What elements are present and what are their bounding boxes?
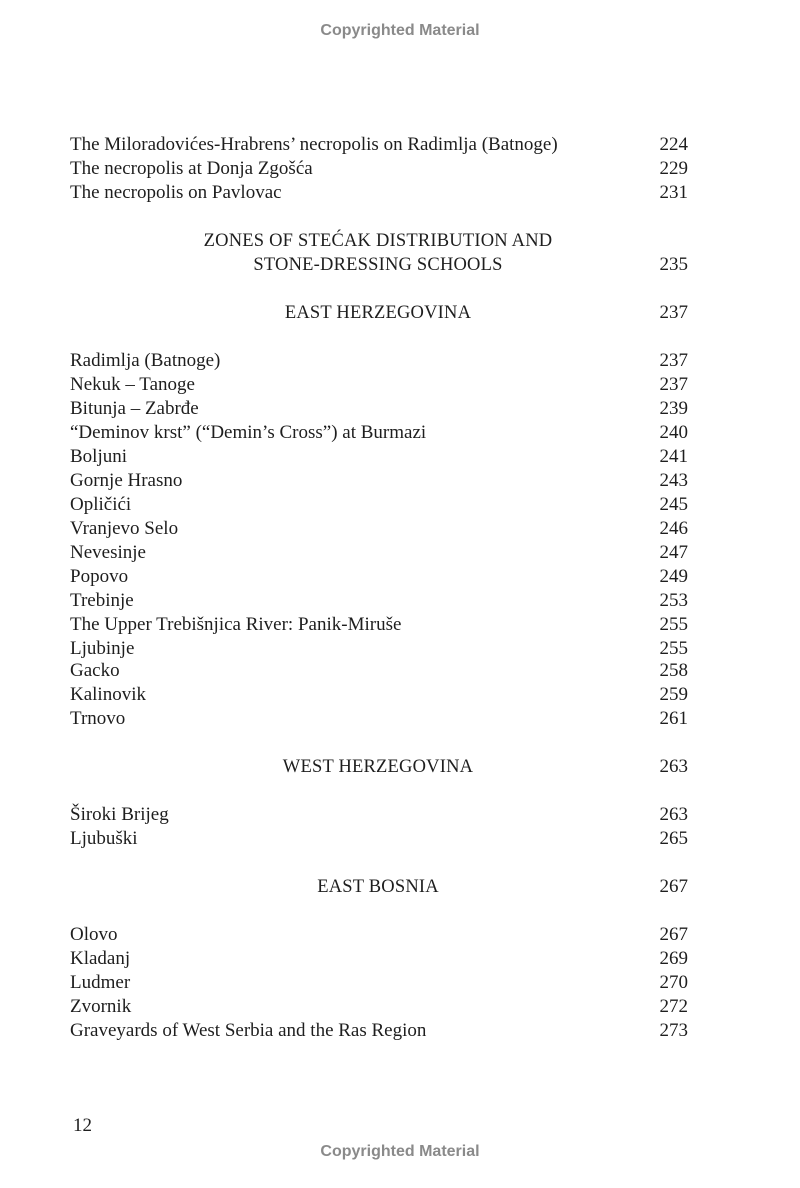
- toc-entry: [0, 1019, 800, 1043]
- toc-entry: [0, 397, 800, 421]
- toc-entry: [0, 971, 800, 995]
- toc-entry: [0, 995, 800, 1019]
- toc-entry: [0, 517, 800, 541]
- toc-entry-page: 249: [659, 566, 688, 587]
- toc-entry-title: Ljubuški: [70, 828, 138, 849]
- toc-entry-page: 245: [659, 494, 688, 515]
- toc-entry-page: 243: [659, 470, 688, 491]
- section-heading-page: 263: [659, 756, 688, 777]
- toc-entry-page: 237: [659, 374, 688, 395]
- toc-entry-title: Kladanj: [70, 948, 131, 969]
- toc-entry-title: Bitunja – Zabrđe: [70, 398, 199, 419]
- toc-entry-title: The necropolis on Pavlovac: [70, 182, 282, 203]
- toc-entry-title: The Miloradovićes-Hrabrens’ necropolis on Radimlja (Batnoge): [70, 134, 558, 155]
- section-heading-text: EAST HERZEGOVINA: [284, 303, 472, 323]
- toc-entry-page: 255: [659, 614, 688, 635]
- toc-entry: [0, 637, 800, 661]
- toc-entry: [0, 181, 800, 205]
- toc-entry-page: 224: [659, 134, 688, 155]
- toc-entry: [0, 803, 800, 827]
- toc-entry-page: 231: [659, 182, 688, 203]
- toc-entry-page: 269: [659, 948, 688, 969]
- toc-entry: [0, 565, 800, 589]
- section-heading-text: WEST HERZEGOVINA: [282, 757, 474, 777]
- toc-entry-title: “Deminov krst” (“Demin’s Cross”) at Burmazi: [70, 422, 427, 443]
- toc-entry-title: Boljuni: [70, 446, 128, 467]
- toc-entry-title: Trebinje: [70, 590, 134, 611]
- toc-entry-title: Opličići: [70, 494, 132, 515]
- toc-entry-title: Popovo: [70, 566, 129, 587]
- toc-entry: [0, 947, 800, 971]
- toc-entry-title: Graveyards of West Serbia and the Ras Region: [70, 1020, 427, 1041]
- zones-heading-text-line2: STONE-DRESSING SCHOOLS: [253, 255, 503, 275]
- toc-entry-page: 239: [659, 398, 688, 419]
- toc-entry-page: 255: [659, 638, 688, 659]
- toc-entry-title: Ljubinje: [70, 638, 135, 659]
- toc-entry-title: Nekuk – Tanoge: [70, 374, 195, 395]
- zones-heading-text-line1: ZONES OF STEĆAK DISTRIBUTION AND: [203, 231, 553, 251]
- toc-entry: [0, 157, 800, 181]
- toc-entry: [0, 923, 800, 947]
- toc-entry-title: Radimlja (Batnoge): [70, 350, 221, 371]
- toc-entry-title: Gacko: [70, 660, 120, 681]
- zones-heading-page: 235: [659, 254, 688, 275]
- toc-entry-title: Vranjevo Selo: [70, 518, 179, 539]
- toc-entry: [0, 469, 800, 493]
- toc-entry-page: 267: [659, 924, 688, 945]
- toc-entry-title: The necropolis at Donja Zgošća: [70, 158, 313, 179]
- copyright-watermark-top: Copyrighted Material: [320, 22, 480, 39]
- toc-entry-title: Nevesinje: [70, 542, 146, 563]
- toc-entry: [0, 349, 800, 373]
- toc-entry-page: 259: [659, 684, 688, 705]
- toc-entry: [0, 373, 800, 397]
- toc-entry-page: 258: [659, 660, 688, 681]
- toc-entry-title: Olovo: [70, 924, 118, 945]
- toc-entry-page: 241: [659, 446, 688, 467]
- toc-entry-title: The Upper Trebišnjica River: Panik-Miruše: [70, 614, 402, 635]
- toc-entry-page: 253: [659, 590, 688, 611]
- toc-entry: [0, 133, 800, 157]
- toc-entry-title: Zvornik: [70, 996, 132, 1017]
- toc-entry-page: 237: [659, 350, 688, 371]
- toc-entry-page: 229: [659, 158, 688, 179]
- toc-entry-title: Ludmer: [70, 972, 131, 993]
- toc-entry: [0, 493, 800, 517]
- toc-entry-page: 273: [659, 1020, 688, 1041]
- toc-entry-page: 272: [659, 996, 688, 1017]
- page-number: 12: [73, 1115, 92, 1136]
- toc-entry-title: Trnovo: [70, 708, 126, 729]
- section-heading-text: EAST BOSNIA: [317, 877, 439, 897]
- toc-entry-page: 246: [659, 518, 688, 539]
- copyright-watermark-bottom: Copyrighted Material: [320, 1143, 480, 1160]
- toc-entry-page: 265: [659, 828, 688, 849]
- section-heading-page: 237: [659, 302, 688, 323]
- toc-entry: [0, 827, 800, 851]
- toc-entry: [0, 541, 800, 565]
- section-heading-page: 267: [659, 876, 688, 897]
- toc-entry-title: Kalinovik: [70, 684, 146, 705]
- toc-entry-page: 263: [659, 804, 688, 825]
- toc-entry: [0, 707, 800, 731]
- toc-entry-page: 270: [659, 972, 688, 993]
- toc-entry-page: 247: [659, 542, 688, 563]
- toc-entry: [0, 589, 800, 613]
- toc-entry-page: 261: [659, 708, 688, 729]
- toc-entry: [0, 659, 800, 683]
- toc-entry: [0, 683, 800, 707]
- toc-entry-title: Gornje Hrasno: [70, 470, 183, 491]
- toc-entry-title: Široki Brijeg: [70, 804, 169, 825]
- toc-entry: [0, 613, 800, 637]
- toc-entry: [0, 445, 800, 469]
- toc-entry-page: 240: [659, 422, 688, 443]
- toc-entry: [0, 421, 800, 445]
